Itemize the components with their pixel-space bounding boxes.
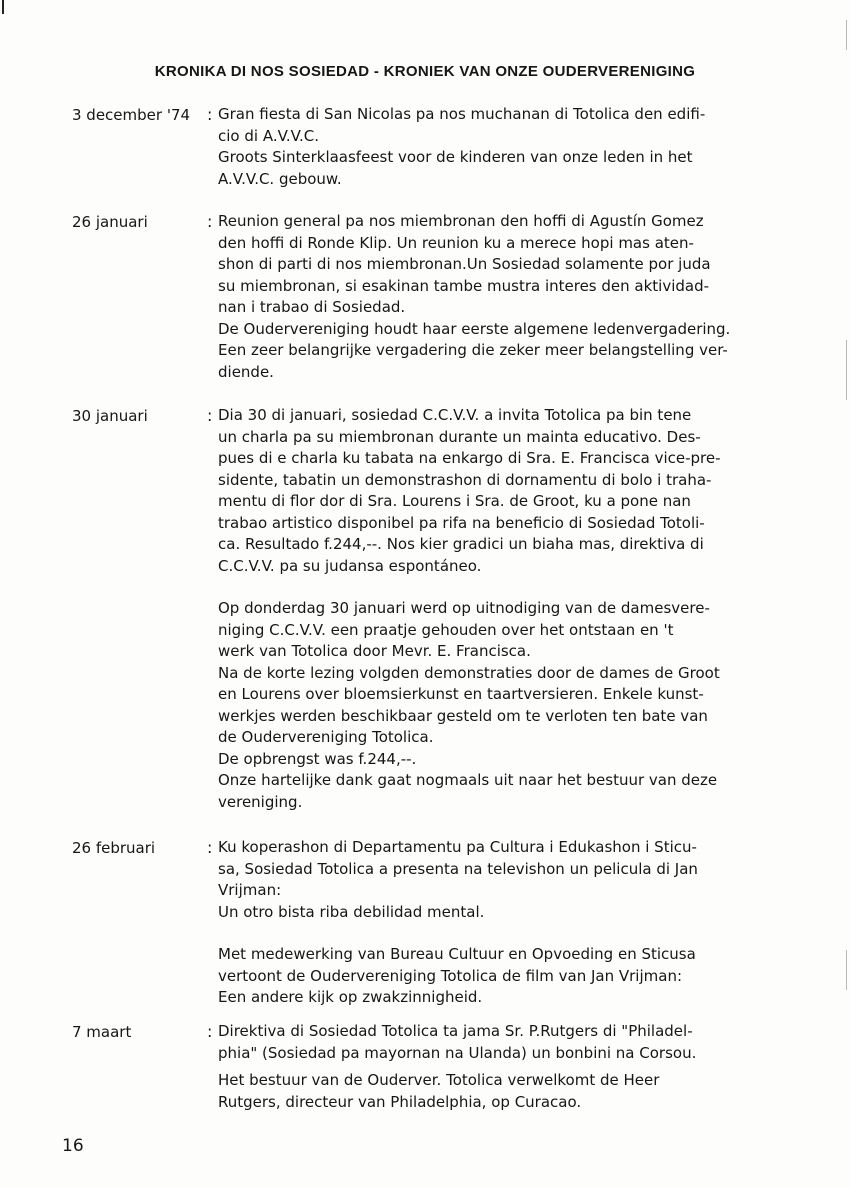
- entry-paragraph-dutch: De Oudervereniging houdt haar eerste algemene ledenvergadering. Een zeer belangrijke vergadering die zeker meer belangstelling ver- diende.: [218, 319, 731, 381]
- entry-body: [218, 837, 788, 1009]
- entry-body: [218, 211, 788, 383]
- entry-paragraph-papiamentu: Gran fiesta di San Nicolas pa nos muchanan di Totolica den edifi- cio di A.V.V.C.: [218, 105, 706, 145]
- entry-paragraph-dutch: Met medewerking van Bureau Cultuur en Opvoeding en Sticusa vertoont de Oudervereniging Totolica de film van Jan Vrijman: Een andere kijk op zwakzinnigheid.: [218, 945, 696, 1006]
- entry-body: [218, 1021, 788, 1113]
- entry-colon: :: [207, 406, 213, 425]
- entry-colon: :: [207, 838, 213, 857]
- entry-paragraph-dutch: Op donderdag 30 januari werd op uitnodiging van de damesvere- niging C.C.V.V. een praatje gehouden over het ontstaan en 't werk van Totolica door Mevr. E. Francisca. Na de korte lezing volgden demonstraties door de dames de Groot en Lourens over bloemsierkunst en taartversieren. Enkele kunst- werkjes werden beschikbaar gesteld om te verloten ten bate van de Oudervereniging Totolica. De opbrengst was f.244,--. Onze hartelijke dank gaat nogmaals uit naar het bestuur van deze vereniging.: [218, 599, 720, 811]
- entry-date: 26 januari: [72, 213, 148, 231]
- entry-colon: :: [207, 105, 213, 124]
- entry-paragraph-papiamentu: Ku koperashon di Departamentu pa Cultura i Edukashon i Sticu- sa, Sosiedad Totolica a presenta na televishon un pelicula di Jan Vrijman: Un otro bista riba debilidad mental.: [218, 838, 698, 921]
- scan-edge-mark: [846, 20, 847, 50]
- entry-date: 26 februari: [72, 839, 156, 857]
- entry-paragraph-papiamentu: Reunion general pa nos miembronan den hoffi di Agustín Gomez den hoffi di Ronde Klip. Un reunion ku a merece hopi mas aten- shon di parti di nos miembronan.Un Sosiedad solamente por juda su miembronan, si esakinan tambe mustra interes den aktividad- nan i trabao di Sosiedad.: [218, 212, 711, 316]
- scan-corner-mark: [2, 0, 4, 14]
- entry-body: [218, 405, 788, 813]
- entry-colon: :: [207, 212, 213, 231]
- entry-paragraph-papiamentu: Direktiva di Sosiedad Totolica ta jama Sr. P.Rutgers di "Philadel- phia" (Sosiedad pa mayornan na Ulanda) un bonbini na Corsou.: [218, 1022, 697, 1062]
- page-number: 16: [62, 1136, 84, 1156]
- entry-date: 30 januari: [72, 407, 148, 425]
- scan-edge-mark: [846, 340, 847, 400]
- entry-date: 3 december '74: [72, 106, 191, 124]
- page-title: KRONIKA DI NOS SOSIEDAD - KRONIEK VAN ONZE OUDERVERENIGING: [154, 63, 696, 80]
- entry-paragraph-dutch: Groots Sinterklaasfeest voor de kinderen van onze leden in het A.V.V.C. gebouw.: [218, 148, 693, 188]
- entry-date: 7 maart: [72, 1023, 132, 1041]
- entry-colon: :: [207, 1022, 213, 1041]
- entry-body: [218, 104, 788, 190]
- entry-paragraph-dutch: Het bestuur van de Ouderver. Totolica verwelkomt de Heer Rutgers, directeur van Philadelphia, op Curacao.: [218, 1071, 660, 1111]
- scan-edge-mark: [846, 950, 847, 990]
- entry-paragraph-papiamentu: Dia 30 di januari, sosiedad C.C.V.V. a invita Totolica pa bin tene un charla pa su miembronan durante un mainta educativo. Des- pues di e charla ku tabata na enkargo di Sra. E. Francisca vice-pre- sidente, tabatin un demonstrashon di dornamentu di bolo i traha- mentu di flor dor di Sra. Lourens i Sra. de Groot, ku a pone nan trabao artistico disponibel pa rifa na beneficio di Sosiedad Totoli- ca. Resultado f.244,--. Nos kier gradici un biaha mas, direktiva di C.C.V.V. pa su judansa espontáneo.: [218, 406, 721, 575]
